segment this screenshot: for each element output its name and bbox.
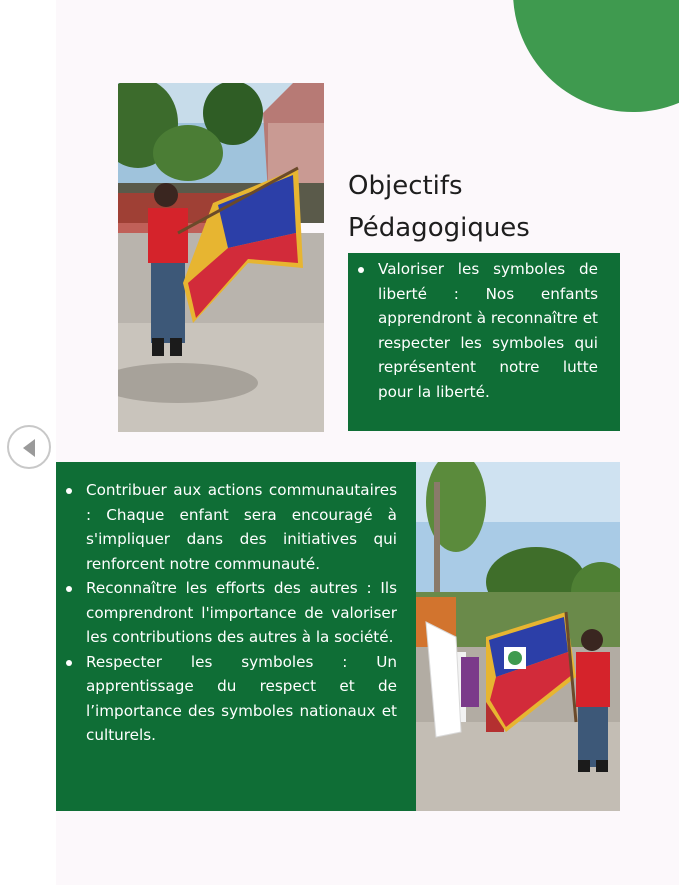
page-title xyxy=(348,165,598,249)
objective-box-1 xyxy=(348,253,620,431)
list-item: Respecter les symboles : Un apprentissage du respect et de l’importance des symboles nationaux et culturels. xyxy=(64,650,397,748)
list-item: Contribuer aux actions communautaires : Chaque enfant sera encouragé à s'impliquer dans des initiatives qui renforcent notre communauté. xyxy=(64,478,397,576)
list-item: Valoriser les symboles de liberté : Nos enfants apprendront à reconnaître et respecter les symboles qui représentent notre lutte pour la liberté. xyxy=(356,257,598,404)
title-line-1: Objectifs xyxy=(348,171,463,201)
chevron-left-icon xyxy=(23,439,35,457)
objective-box-2 xyxy=(56,462,416,811)
back-button[interactable] xyxy=(7,425,51,469)
list-item: Reconnaître les efforts des autres : Ils comprendront l'importance de valoriser les contributions des autres à la société. xyxy=(64,576,397,650)
photo-flag-bearer-2 xyxy=(416,462,620,811)
title-line-2: Pédagogiques xyxy=(348,213,530,243)
photo-flag-bearer-1 xyxy=(118,83,324,432)
